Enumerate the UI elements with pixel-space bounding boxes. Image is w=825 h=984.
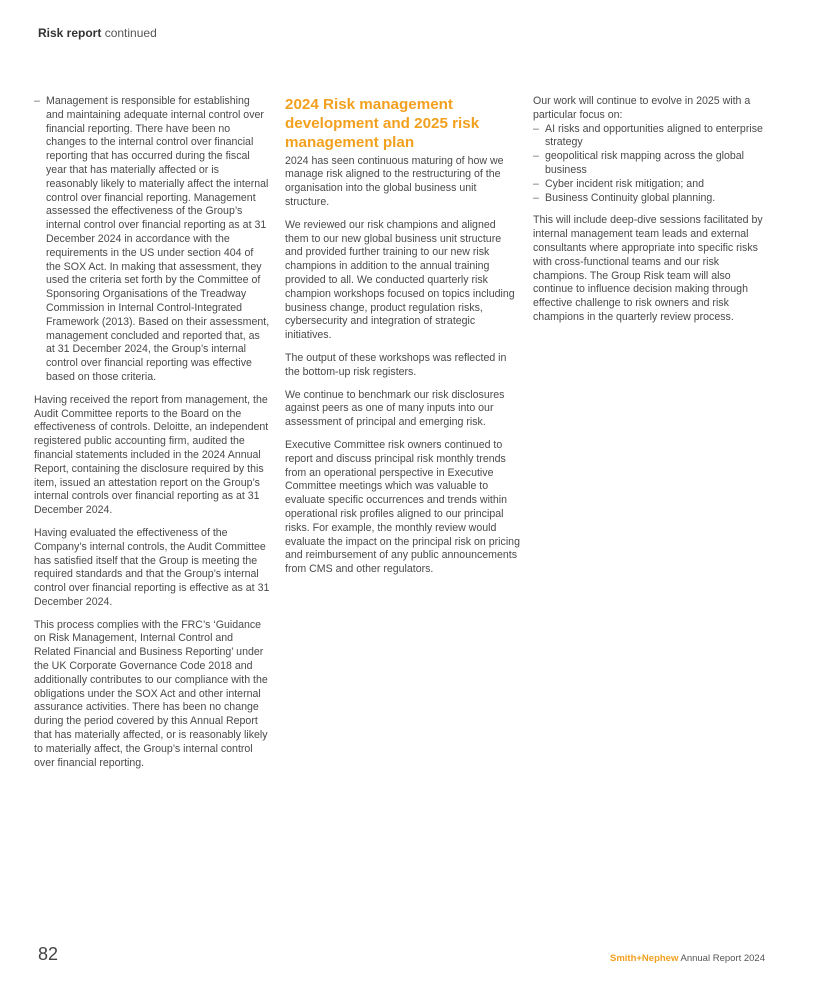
footer-brand [610, 953, 765, 964]
header-title: Risk report [38, 26, 102, 40]
paragraph: Having received the report from management, the Audit Committee reports to the Board on the effectiveness of controls. Deloitte, an independent registered public accounting firm, audited the financial statements included in the 2024 Annual Report, containing the disclosure required by this item, issued an attestation report on the Group’s internal controls over financial reporting as at 31 December 2024. [34, 393, 269, 517]
paragraph: This process complies with the FRC’s ‘Guidance on Risk Management, Internal Control and Related Financial and Business Reporting’ under the UK Corporate Governance Code 2018 and additionally contributes to our compliance with the obligations under the SOX Act and other internal assurance activities. There has been no change during the period covered by this Annual Report that has materially affected, or is reasonably likely to materially affect, the Group’s internal control over financial reporting. [34, 618, 268, 769]
brand-name: Smith+Nephew [609, 953, 679, 964]
running-header [38, 26, 157, 40]
paragraph: The output of these workshops was reflected in the bottom-up risk registers. [285, 351, 507, 378]
report-name: Annual Report 2024 [680, 953, 765, 964]
list-item: – Business Continuity global planning. [533, 192, 763, 206]
paragraph: We continue to benchmark our risk disclosures against peers as one of many inputs into our assessment of principal and emerging risk. [285, 388, 505, 429]
list-item: – Management is responsible for establishing and maintaining adequate internal control over financial reporting. There have been no changes to the internal control over financial reporting that has occurred during the fiscal year that has materially affected or is reasonably likely to materially affect the internal control over financial reporting. Management assessed the effectiveness of the Group’s internal control over financial reporting as at 31 December 2024 in accordance with the requirements in the US under section 404 of the SOX Act. In making that assessment, they used the criteria set forth by the Committee of Sponsoring Organisations of the Treadway Commission in Internal Control-Integrated Framework (2013). Based on their assessment, management concluded and reported that, as at 31 December 2024, the Group’s internal control over financial reporting was effective based on those criteria. [34, 95, 270, 385]
column-right [533, 95, 763, 334]
paragraph: Having evaluated the effectiveness of the Company’s internal controls, the Audit Committee has satisfied itself that the Group is meeting the required standards and that the Group’s internal control over financial reporting is effective as at 31 December 2024. [34, 526, 270, 608]
paragraph: 2024 has seen continuous maturing of how we manage risk aligned to the restructuring of the organisation into the global business unit structure. [285, 154, 504, 208]
focus-intro: Our work will continue to evolve in 2025 with a particular focus on: [533, 95, 751, 121]
section-heading: 2024 Risk management development and 2025 risk management plan [285, 96, 480, 152]
list-item: – AI risks and opportunities aligned to enterprise strategy [533, 123, 763, 151]
management-bullet-list [34, 95, 270, 385]
paragraph: Executive Committee risk owners continued to report and discuss principal risk monthly trends from an operational perspective in Executive Committee meetings which was valuable to evaluate specific occurrences and trends within operational risk profiles aligned to our principal risks. For example, the monthly review would evaluate the impact on the principal risk on pricing and reimbursement of any public announcements from CMS and other regulators. [285, 438, 520, 576]
list-item: – geopolitical risk mapping across the global business [533, 150, 763, 178]
list-item: – Cyber incident risk mitigation; and [533, 178, 763, 192]
column-middle [285, 95, 521, 586]
focus-list [533, 123, 763, 206]
page-number: 82 [38, 944, 59, 964]
column-left [34, 95, 270, 779]
paragraph: This will include deep-dive sessions facilitated by internal management team leads and external consultants where appropriate into specific risks with cross-functional teams and our risk champions. The Group Risk team will also continue to influence decision making through effective challenge to risk owners and risk champions in the quarterly review process. [533, 214, 763, 323]
header-subtitle: continued [104, 26, 157, 40]
paragraph: We reviewed our risk champions and aligned them to our new global business unit structure and provided further training to our new risk champions in addition to the annual training provided to all. We conducted quarterly risk champion workshops focused on topics including business change, product regulation risks, cybersecurity and integration of strategic initiatives. [285, 218, 515, 342]
